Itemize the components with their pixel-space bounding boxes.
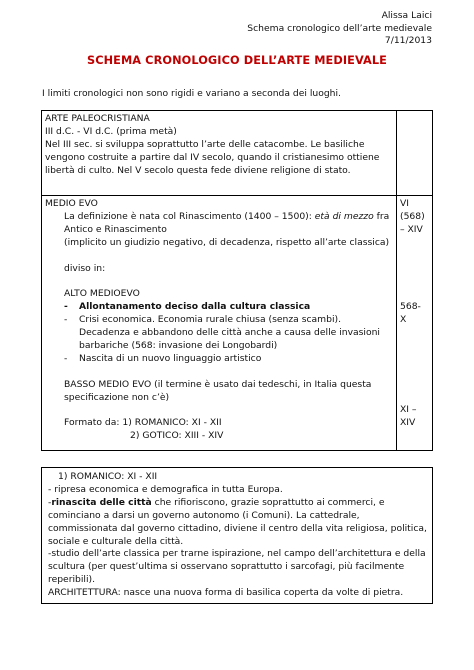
document-header [247, 10, 432, 48]
definition-text: La definizione è nata col Rinascimento (1400 – 1500): [64, 210, 315, 222]
period-date: 568- [400, 301, 421, 313]
period-date: X [400, 314, 407, 326]
list-item: - Allontanamento deciso dalla cultura classica [64, 301, 311, 313]
romanico-studio: -studio dell’arte classica per trarne ispirazione, nel campo dell’architettura e della scultura (per quest’ultima si osservano soprattutto i sarcofagi, più facilmente reperibili). [48, 548, 426, 586]
romanico-architettura: ARCHITETTURA: nasce una nuova forma di basilica coperta da volte di pietra. [48, 587, 404, 599]
paleo-right-cell [397, 111, 433, 196]
list-item: - Nascita di un nuovo linguaggio artistico [64, 352, 262, 364]
alto-list [45, 301, 393, 366]
table-row [42, 196, 433, 451]
basso-text: BASSO MEDIO EVO (il termine è usato dai tedeschi, in Italia questa specificazione non c’è) [64, 378, 372, 403]
table-row [42, 468, 433, 604]
romanico-table [41, 467, 433, 604]
period-date: (568) [400, 210, 425, 222]
period-dates-cell [397, 196, 433, 451]
intro-text: I limiti cronologici non sono rigidi e variano a seconda dei luoghi. [42, 88, 341, 99]
definition-italic: età di mezzo [314, 210, 374, 222]
diviso-label: diviso in: [64, 262, 106, 274]
paleo-dates: III d.C. - VI d.C. (prima metà) [45, 125, 177, 137]
romanico-heading: 1) ROMANICO: XI - XII [58, 471, 158, 482]
medioevo-cell [42, 196, 397, 451]
definition-note: (implicito un giudizio negativo, di decadenza, rispetto all’arte classica) [64, 236, 390, 248]
author-name: Alissa Laici [381, 10, 432, 21]
rinascita-bold: rinascita delle città [51, 496, 152, 508]
romanico-cell [42, 468, 433, 604]
formato-line-1: Formato da: 1) ROMANICO: XI - XII [64, 417, 222, 429]
medioevo-heading: MEDIO EVO [45, 198, 98, 209]
chronology-table [41, 110, 433, 451]
header-date: 7/11/2013 [384, 35, 432, 46]
period-date: XIV [400, 417, 416, 429]
period-date: XI – [400, 404, 417, 416]
medioevo-definition [45, 211, 393, 237]
table-row [42, 111, 433, 196]
alto-heading: ALTO MEDIOEVO [64, 288, 140, 300]
list-item: - Crisi economica. Economia rurale chiusa (senza scambi). Decadenza e abbandono delle città anche a causa delle invasioni barbariche (568: invasione dei Longobardi) [64, 314, 380, 351]
paleo-cell [42, 111, 397, 196]
period-date: VI [400, 198, 409, 209]
romanico-rinascita: -rinascita delle città che rifioriscono, grazie soprattutto ai commerci, e cominciano a darsi un governo autonomo (i Comuni). La cattedrale, commissionata dal governo cittadino, diviene il centro della vita religiosa, politica, sociale e culturale della città. [48, 496, 427, 547]
paleo-text: Nel III sec. si sviluppa soprattutto l’arte delle catacombe. Le basiliche vengono costruite a partire dal IV secolo, quando il cristianesimo ottiene libertà di culto. Nel V secolo questa fede diviene religione di stato. [45, 138, 380, 176]
page-title: SCHEMA CRONOLOGICO DELL’ARTE MEDIEVALE [86, 54, 388, 67]
definition-tail: fra Antico e Rinascimento [64, 210, 390, 235]
romanico-line-1: - ripresa economica e demografica in tutta Europa. [48, 483, 283, 495]
formato-line-2: 2) GOTICO: XIII - XIV [130, 430, 224, 442]
paleo-heading: ARTE PALEOCRISTIANA [45, 113, 150, 124]
header-doc-title: Schema cronologico dell’arte medievale [247, 22, 432, 34]
period-date: – XIV [400, 223, 423, 235]
